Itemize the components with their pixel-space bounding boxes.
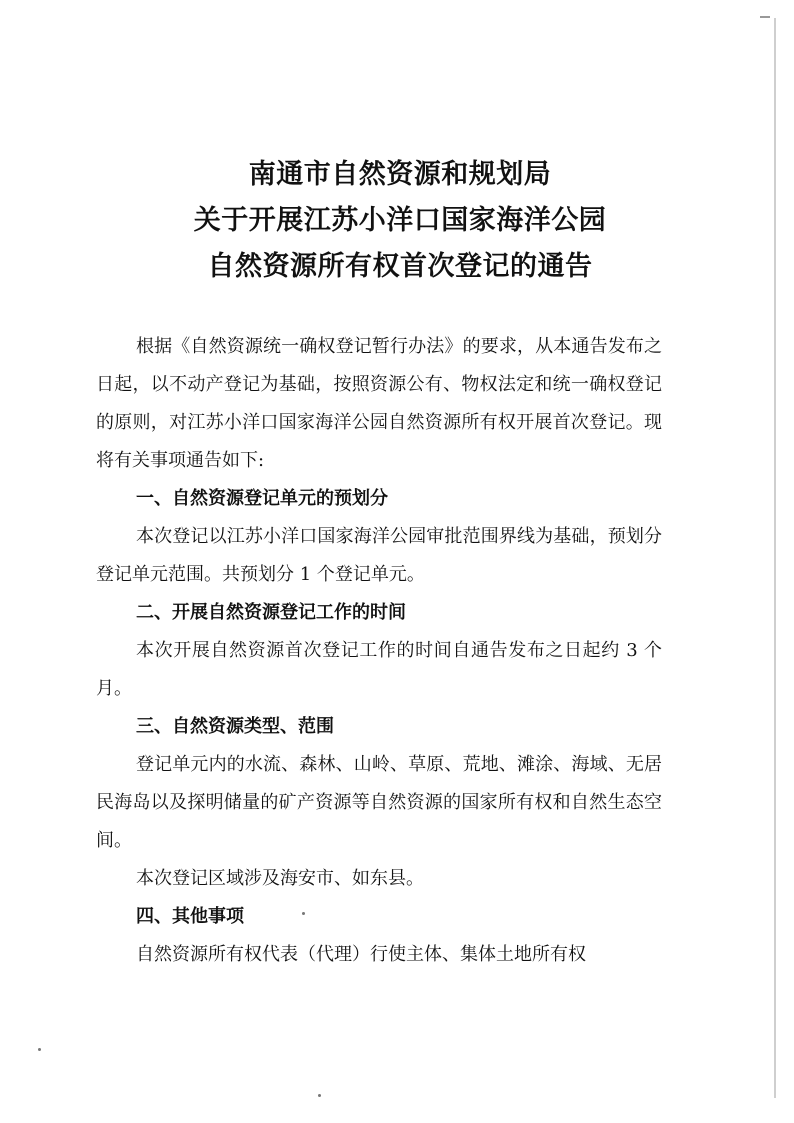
section-3-region-paragraph: 本次登记区域涉及海安市、如东县。 <box>136 868 424 889</box>
scan-speck <box>318 1094 321 1097</box>
section-1-paragraph: 本次登记以江苏小洋口国家海洋公园审批范围界线为基础，预划分登记单元范围。共预划分 1 个登记单元。 <box>96 526 662 585</box>
document-title-line-1: 南通市自然资源和规划局 <box>248 159 552 190</box>
document-title-line-2: 关于开展江苏小洋口国家海洋公园 <box>193 205 607 236</box>
scan-edge-mark <box>760 16 770 18</box>
section-2-paragraph: 本次开展自然资源首次登记工作的时间自通告发布之日起约 3 个月。 <box>96 640 662 699</box>
section-1-heading: 一、自然资源登记单元的预划分 <box>136 488 388 509</box>
scan-edge-line <box>774 18 776 1098</box>
document-title-line-3: 自然资源所有权首次登记的通告 <box>207 251 593 282</box>
section-3-paragraph: 登记单元内的水流、森林、山岭、草原、荒地、滩涂、海域、无居民海岛以及探明储量的矿产资源等自然资源的国家所有权和自然生态空间。 <box>96 754 662 851</box>
intro-paragraph: 根据《自然资源统一确权登记暂行办法》的要求，从本通告发布之日起，以不动产登记为基础，按照资源公有、物权法定和统一确权登记的原则，对江苏小洋口国家海洋公园自然资源所有权开展首次登记。现将有关事项通告如下: <box>96 336 662 471</box>
section-3-heading: 三、自然资源类型、范围 <box>136 716 334 737</box>
section-4-heading: 四、其他事项 <box>136 906 244 927</box>
scan-speck <box>38 1048 41 1051</box>
document-body <box>96 328 662 974</box>
section-4-paragraph: 自然资源所有权代表（代理）行使主体、集体土地所有权 <box>136 944 586 965</box>
section-2-heading: 二、开展自然资源登记工作的时间 <box>136 602 406 623</box>
